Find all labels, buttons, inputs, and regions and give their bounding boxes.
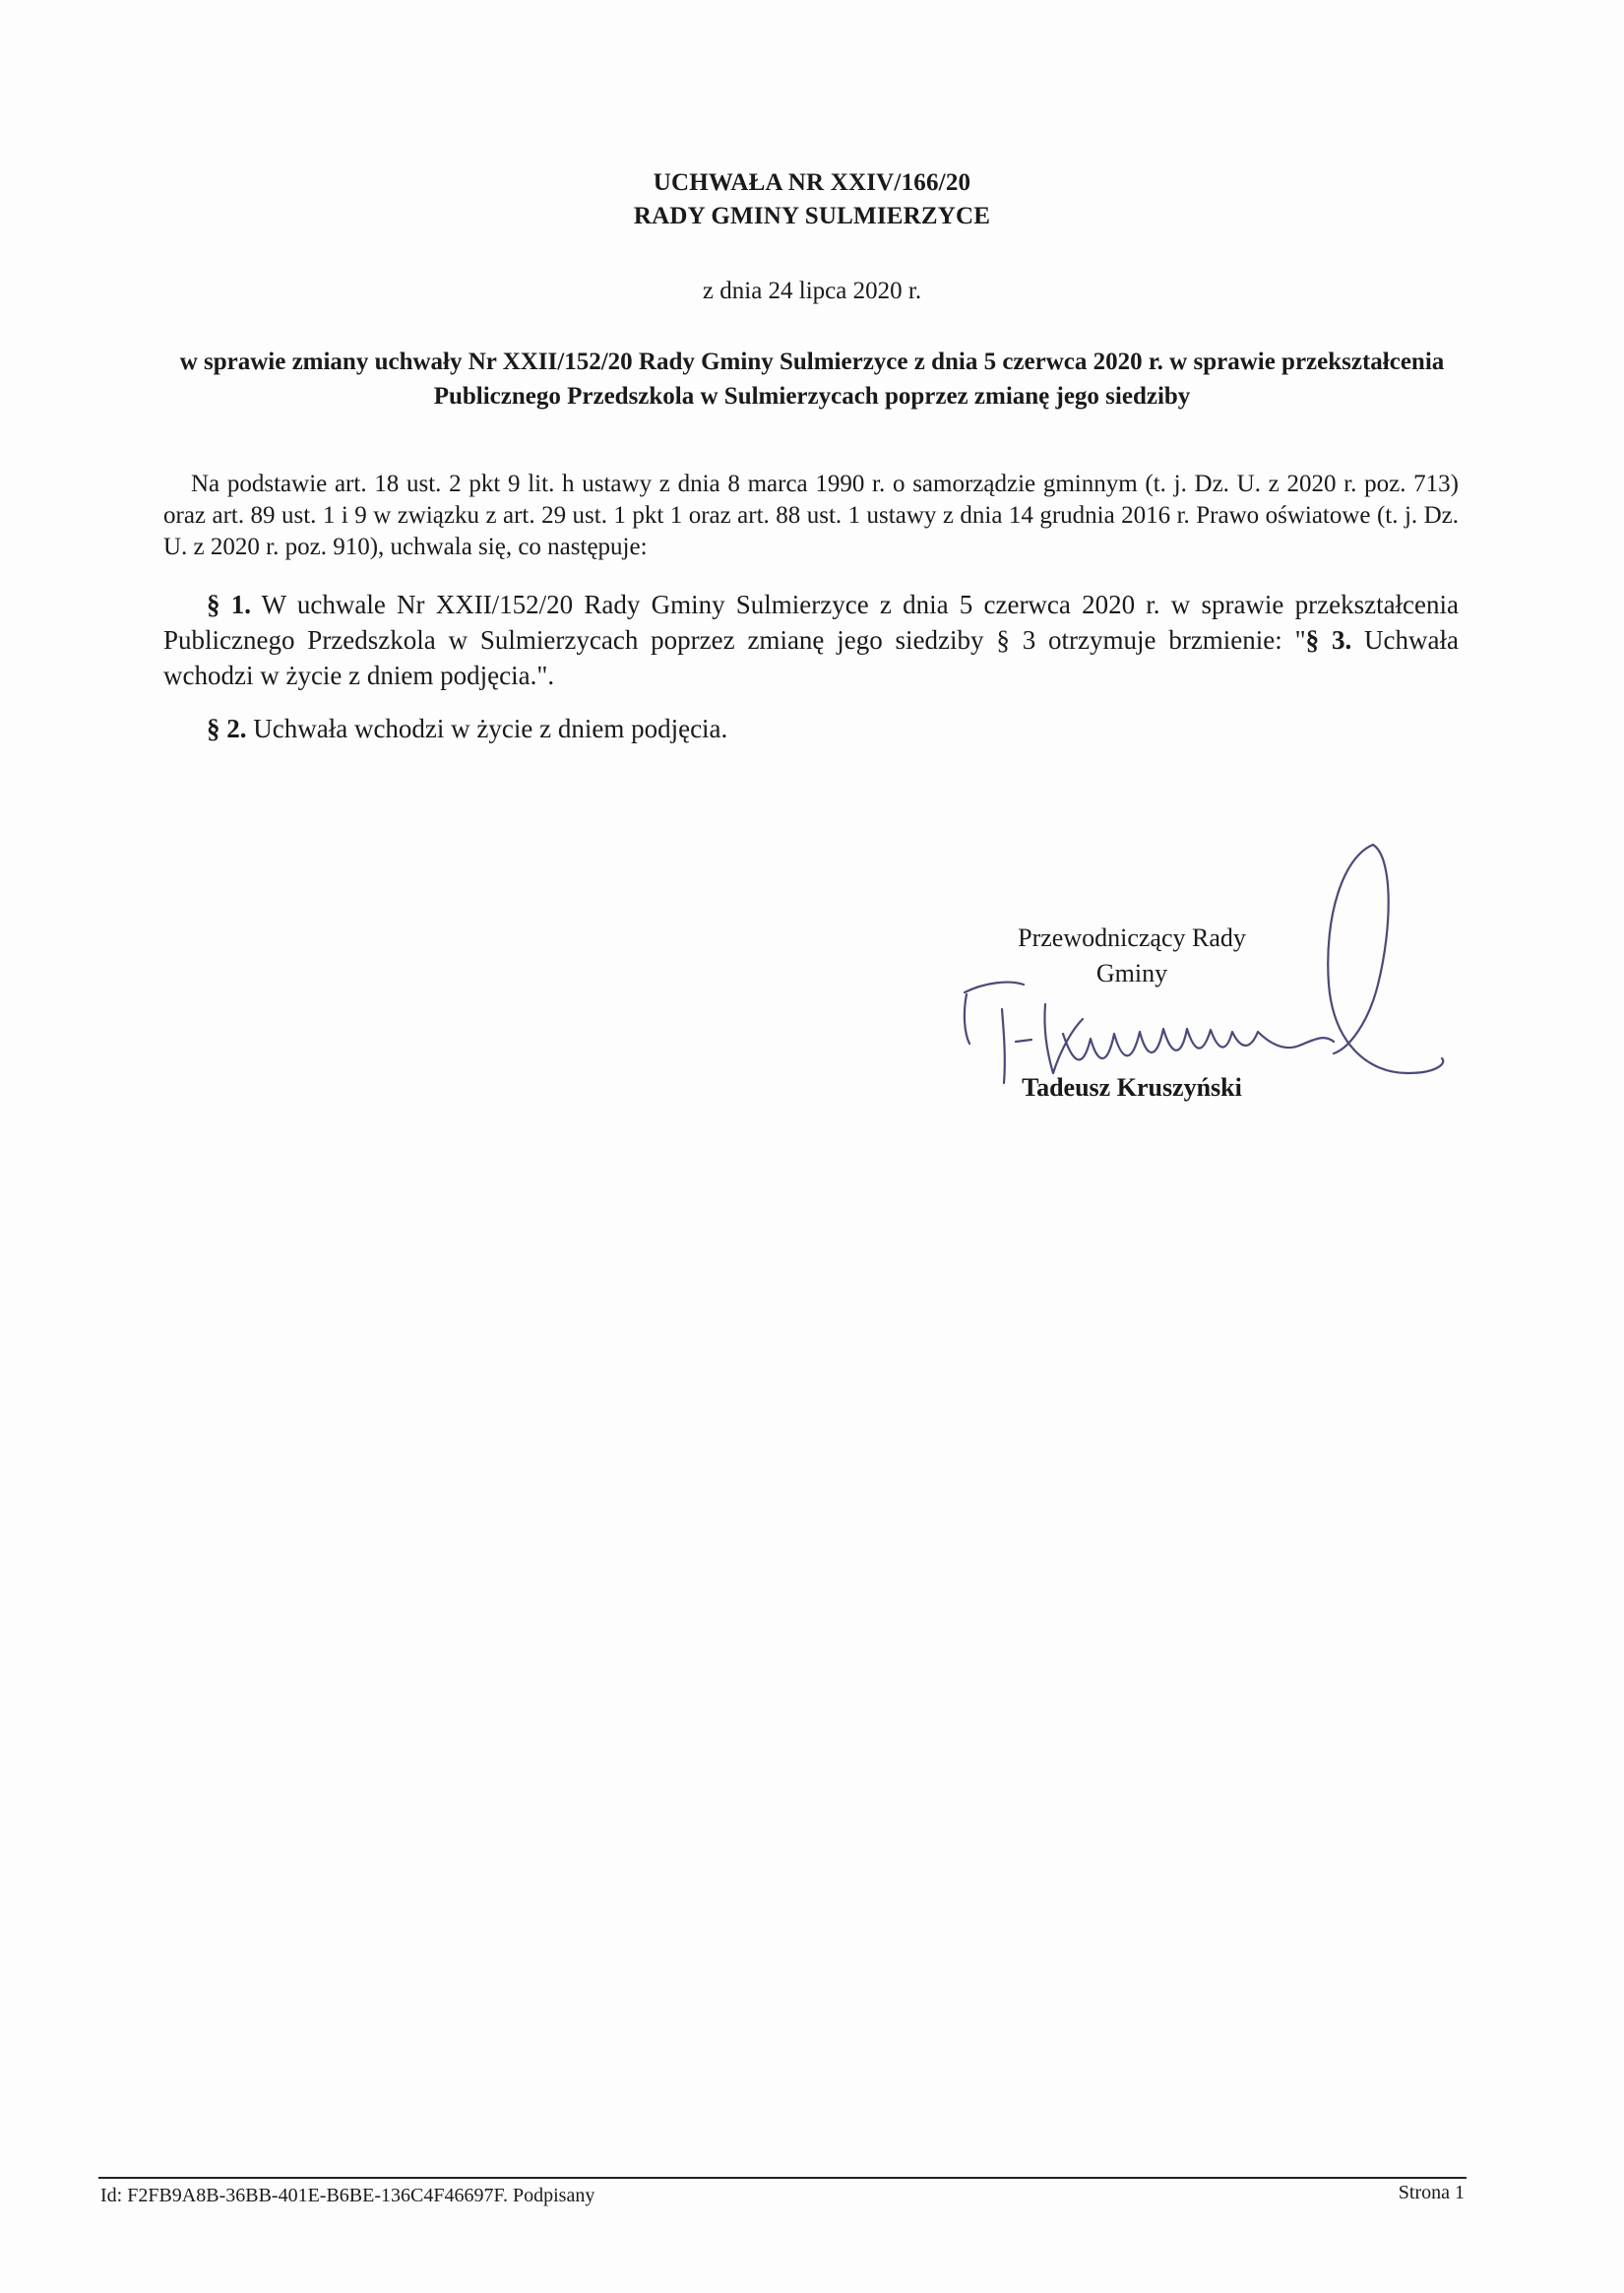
section-1-paragraph	[163, 587, 1459, 693]
document-id: Id: F2FB9A8B-36BB-401E-B6BE-136C4F46697F. Podpisany	[100, 2185, 595, 2206]
section-2-text: Uchwała wchodzi w życie z dniem podjęcia.	[246, 714, 728, 743]
signatory-role-line1: Przewodniczący Rady	[1018, 924, 1246, 952]
section-3-inner-label: § 3.	[1305, 625, 1352, 655]
footer-divider	[98, 2177, 1467, 2179]
signatory-role-line2: Gminy	[1095, 959, 1168, 987]
resolution-date: z dnia 24 lipca 2020 r.	[702, 278, 922, 304]
section-2-label: § 2.	[207, 714, 247, 743]
legal-basis-paragraph: Na podstawie art. 18 ust. 2 pkt 9 lit. h ustawy z dnia 8 marca 1990 r. o samorządzie gminnym (t. j. Dz. U. z 2020 r. poz. 713) oraz art. 89 ust. 1 i 9 w związku z art. 29 ust. 1 pkt 1 oraz art. 88 ust. 1 ustawy z dnia 14 grudnia 2016 r. Prawo oświatowe (t. j. Dz. U. z 2020 r. poz. 910), uchwala się, co następuje:	[163, 471, 1459, 560]
handwritten-signature	[945, 837, 1457, 1093]
section-1-label: § 1.	[207, 590, 251, 619]
section-1-text-after: Uchwała wchodzi w życie z dniem podjęcia.".	[163, 625, 1460, 690]
signatory-name: Tadeusz Kruszyński	[1022, 1073, 1242, 1102]
resolution-title: UCHWAŁA NR XXIV/166/20	[653, 169, 971, 196]
section-2-paragraph	[163, 711, 1459, 746]
council-name: RADY GMINY SULMIERZYCE	[633, 203, 991, 229]
section-1-text-before: W uchwale Nr XXII/152/20 Rady Gminy Sulmierzyce z dnia 5 czerwca 2020 r. w sprawie przekształcenia Publicznego Przedszkola w Sulmierzycach poprzez zmianę jego siedziby § 3 otrzymuje brzmienie: "	[163, 590, 1460, 655]
resolution-subject: w sprawie zmiany uchwały Nr XXII/152/20 Rady Gminy Sulmierzyce z dnia 5 czerwca 2020 r. w sprawie przekształcenia Publicznego Przedszkola w Sulmierzycach poprzez zmianę jego siedziby	[179, 349, 1445, 410]
page-number: Strona 1	[1398, 2182, 1465, 2203]
